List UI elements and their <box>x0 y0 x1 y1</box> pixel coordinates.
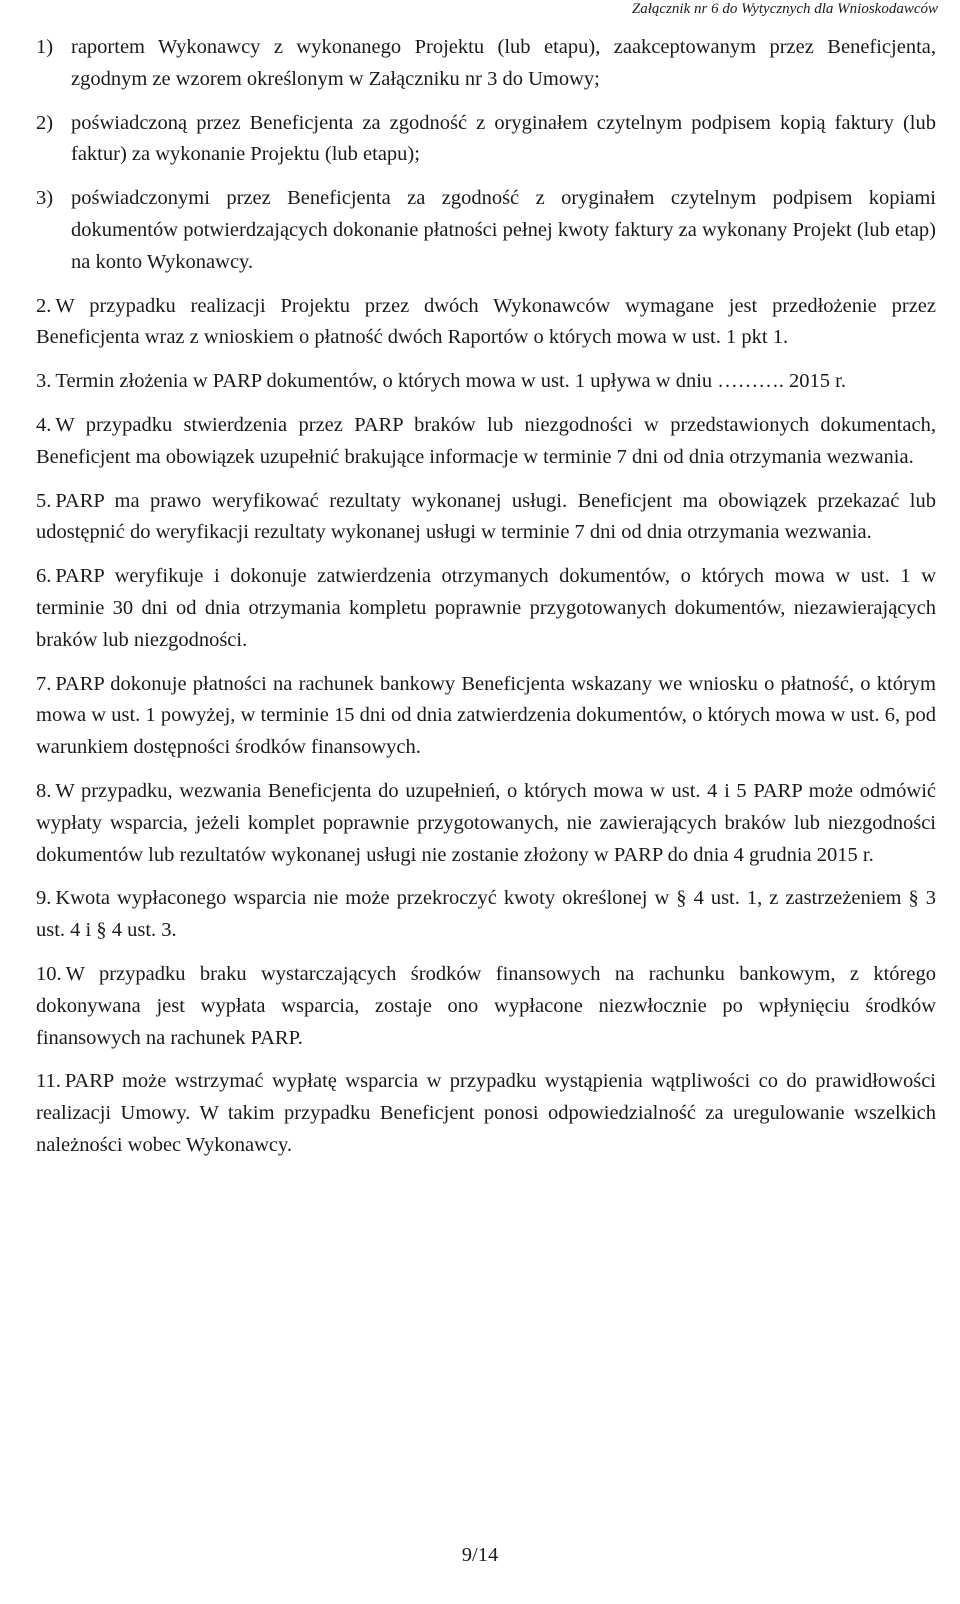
item-number: 7. <box>36 672 52 695</box>
page-header: Załącznik nr 6 do Wytycznych dla Wnioskodawców <box>631 1 938 17</box>
item-text: Kwota wypłaconego wsparcia nie może przekroczyć kwoty określonej w § 4 ust. 1, z zastrzeżeniem § 3 ust. 4 i § 4 ust. 3. <box>36 887 936 942</box>
item-number: 5. <box>36 489 52 512</box>
item-number: 1) <box>36 36 54 58</box>
item-text: W przypadku stwierdzenia przez PARP braków lub niezgodności w przedstawionych dokumentach, Beneficjent ma obowiązek uzupełnić brakujące informacje w terminie 7 dni od dnia otrzymania wezwania. <box>36 413 936 468</box>
item-text: PARP może wstrzymać wypłatę wsparcia w przypadku wystąpienia wątpliwości co do prawidłowości realizacji Umowy. W takim przypadku Beneficjent ponosi odpowiedzialność za uregulowanie wszelkich należności wobec Wykonawcy. <box>36 1070 936 1156</box>
item-text: PARP weryfikuje i dokonuje zatwierdzenia otrzymanych dokumentów, o których mowa w ust. 1 w terminie 30 dni od dnia otrzymania kompletu poprawnie przygotowanych dokumentów, niezawierających braków lub niezgodności. <box>36 565 936 651</box>
list-item <box>36 183 936 278</box>
item-text: Termin złożenia w PARP dokumentów, o których mowa w ust. 1 upływa w dniu ………. 2015 r. <box>55 370 846 393</box>
page-number: 9/14 <box>461 1544 499 1566</box>
paragraph-item <box>36 776 936 871</box>
item-number: 3) <box>36 187 54 210</box>
item-number: 3. <box>36 370 52 393</box>
item-text: W przypadku, wezwania Beneficjenta do uzupełnień, o których mowa w ust. 4 i 5 PARP może odmówić wypłaty wsparcia, jeżeli komplet poprawnie przygotowanych, nie zawierających braków lub niezgodności dokumentów lub rezultatów wykonanej usługi nie zostanie złożony w PARP do dnia 4 grudnia 2015 r. <box>36 779 936 866</box>
item-text: poświadczoną przez Beneficjenta za zgodność z oryginałem czytelnym podpisem kopią faktury (lub faktur) za wykonanie Projektu (lub etapu); <box>71 111 936 166</box>
item-text: raportem Wykonawcy z wykonanego Projektu (lub etapu), zaakceptowanym przez Beneficjenta, zgodnym ze wzorem określonym w Załączniku nr 3 do Umowy; <box>71 36 936 90</box>
item-number: 11. <box>36 1070 61 1093</box>
item-text: PARP dokonuje płatności na rachunek bankowy Beneficjenta wskazany we wniosku o płatność, o którym mowa w ust. 1 powyżej, w terminie 15 dni od dnia zatwierdzenia dokumentów, o których mowa w ust. 6, pod warunkiem dostępności środków finansowych. <box>36 672 936 759</box>
item-text: W przypadku realizacji Projektu przez dwóch Wykonawców wymagane jest przedłożenie przez Beneficjenta wraz z wnioskiem o płatność dwóch Raportów o których mowa w ust. 1 pkt 1. <box>36 294 936 349</box>
paragraph-item <box>36 669 936 764</box>
paragraph-item <box>36 366 936 398</box>
document-body <box>36 32 936 1162</box>
item-number: 6. <box>36 565 52 588</box>
paragraph-item <box>36 561 936 656</box>
item-number: 4. <box>36 413 52 436</box>
list-item <box>36 32 936 96</box>
item-number: 2. <box>36 294 52 317</box>
item-text: PARP ma prawo weryfikować rezultaty wykonanej usługi. Beneficjent ma obowiązek przekazać lub udostępnić do weryfikacji rezultaty wykonanej usługi w terminie 7 dni od dnia otrzymania wezwania. <box>36 489 936 544</box>
paragraph-item <box>36 486 936 550</box>
list-item <box>36 108 936 172</box>
item-text: W przypadku braku wystarczających środków finansowych na rachunku bankowym, z którego dokonywana jest wypłata wsparcia, zostaje ono wypłacone niezwłocznie po wpłynięciu środków finansowych na rachunek PARP. <box>36 962 936 1049</box>
item-number: 2) <box>36 111 54 134</box>
paragraph-item <box>36 410 936 474</box>
item-number: 8. <box>36 779 52 802</box>
paragraph-item <box>36 291 936 355</box>
item-number: 9. <box>36 887 52 910</box>
paragraph-item <box>36 883 936 947</box>
paragraph-item <box>36 1066 936 1161</box>
item-number: 10. <box>36 962 62 985</box>
item-text: poświadczonymi przez Beneficjenta za zgodność z oryginałem czytelnym podpisem kopiami dokumentów potwierdzających dokonanie płatności pełnej kwoty faktury za wykonany Projekt (lub etap) na konto Wykonawcy. <box>71 187 936 273</box>
paragraph-item <box>36 959 936 1054</box>
